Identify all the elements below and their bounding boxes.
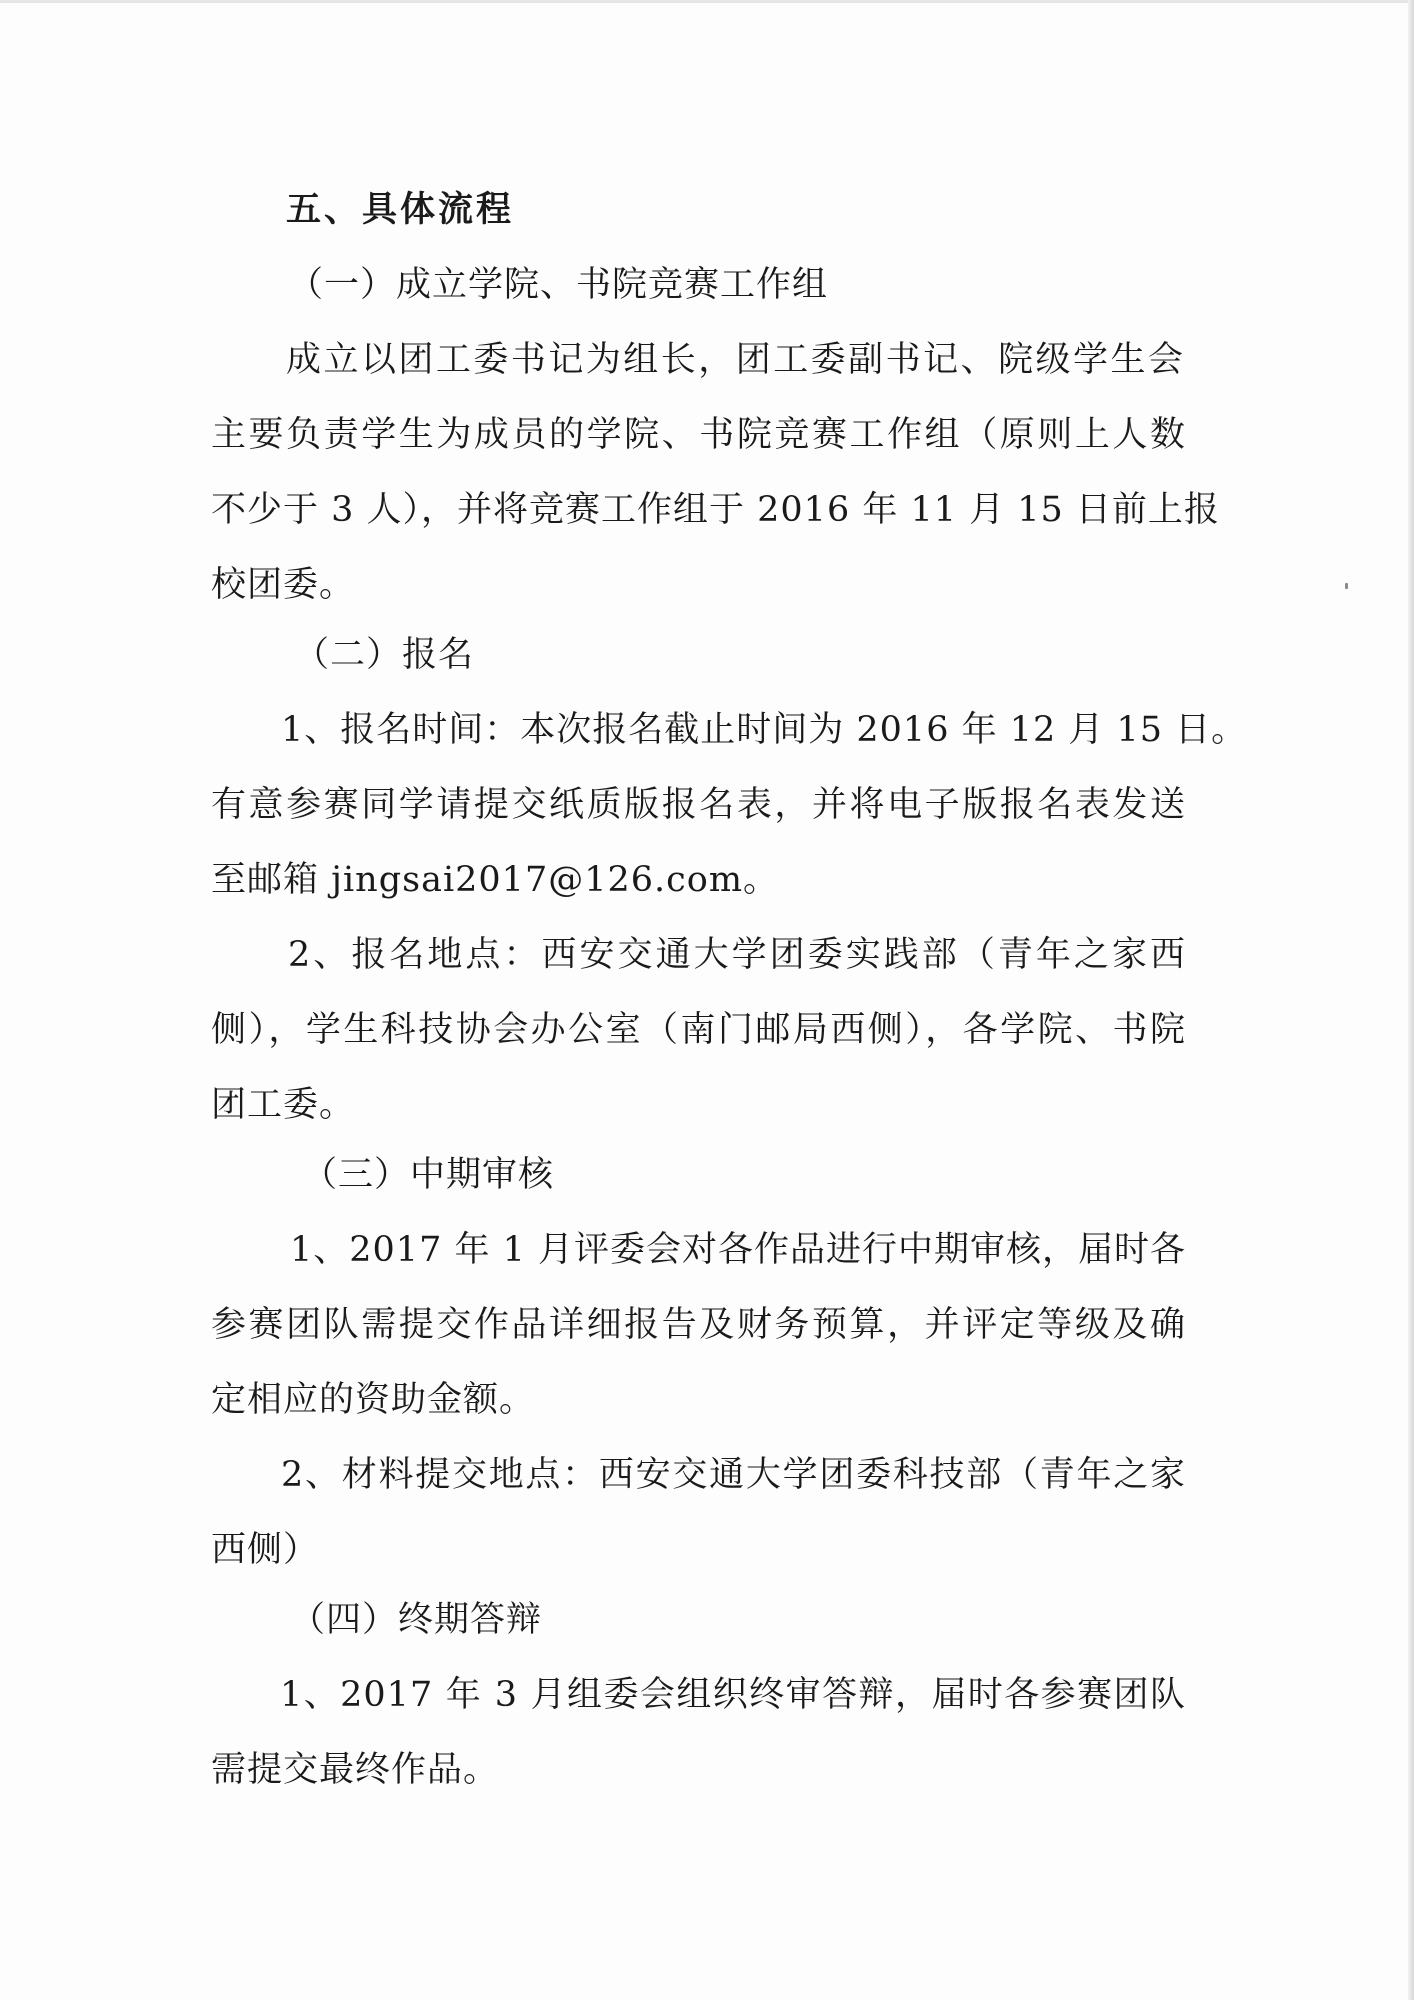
paragraph-line: 团工委。 bbox=[211, 1085, 356, 1125]
subsection-title-1: （一）成立学院、书院竞赛工作组 bbox=[288, 265, 829, 305]
paragraph-line: 需提交最终作品。 bbox=[211, 1750, 500, 1790]
paragraph-line: 2、材料提交地点：西安交通大学团委科技部（青年之家 bbox=[281, 1455, 1186, 1495]
scan-edge-right bbox=[1408, 0, 1414, 2000]
section-heading: 五、具体流程 bbox=[286, 189, 515, 230]
paragraph-line: 主要负责学生为成员的学院、书院竞赛工作组（原则上人数 bbox=[211, 415, 1186, 455]
subsection-title-4: （四）终期答辩 bbox=[290, 1600, 543, 1640]
paragraph-line: 校团委。 bbox=[211, 565, 356, 605]
scan-speck bbox=[1345, 583, 1348, 589]
paragraph-line: 参赛团队需提交作品详细报告及财务预算，并评定等级及确 bbox=[211, 1305, 1186, 1345]
paragraph-line: 侧），学生科技协会办公室（南门邮局西侧），各学院、书院 bbox=[211, 1010, 1186, 1050]
paragraph-line: 西侧） bbox=[211, 1530, 320, 1570]
paragraph-line: 1、报名时间：本次报名截止时间为 2016 年 12 月 15 日。 bbox=[281, 710, 1248, 750]
paragraph-line: 有意参赛同学请提交纸质版报名表，并将电子版报名表发送 bbox=[211, 785, 1186, 825]
paragraph-line: 成立以团工委书记为组长，团工委副书记、院级学生会 bbox=[286, 340, 1184, 380]
paragraph-line: 定相应的资助金额。 bbox=[211, 1380, 536, 1420]
paragraph-line: 2、报名地点：西安交通大学团委实践部（青年之家西 bbox=[288, 935, 1186, 975]
subsection-title-3: （三）中期审核 bbox=[302, 1155, 555, 1195]
paragraph-line: 至邮箱 jingsai2017@126.com。 bbox=[211, 860, 780, 900]
paragraph-line: 1、2017 年 1 月评委会对各作品进行中期审核，届时各 bbox=[290, 1230, 1186, 1270]
paragraph-line: 不少于 3 人），并将竞赛工作组于 2016 年 11 月 15 日前上报 bbox=[211, 490, 1220, 530]
paragraph-line: 1、2017 年 3 月组委会组织终审答辩，届时各参赛团队 bbox=[280, 1675, 1186, 1715]
subsection-title-2: （二）报名 bbox=[294, 635, 475, 675]
scan-edge-top bbox=[0, 0, 1414, 3]
